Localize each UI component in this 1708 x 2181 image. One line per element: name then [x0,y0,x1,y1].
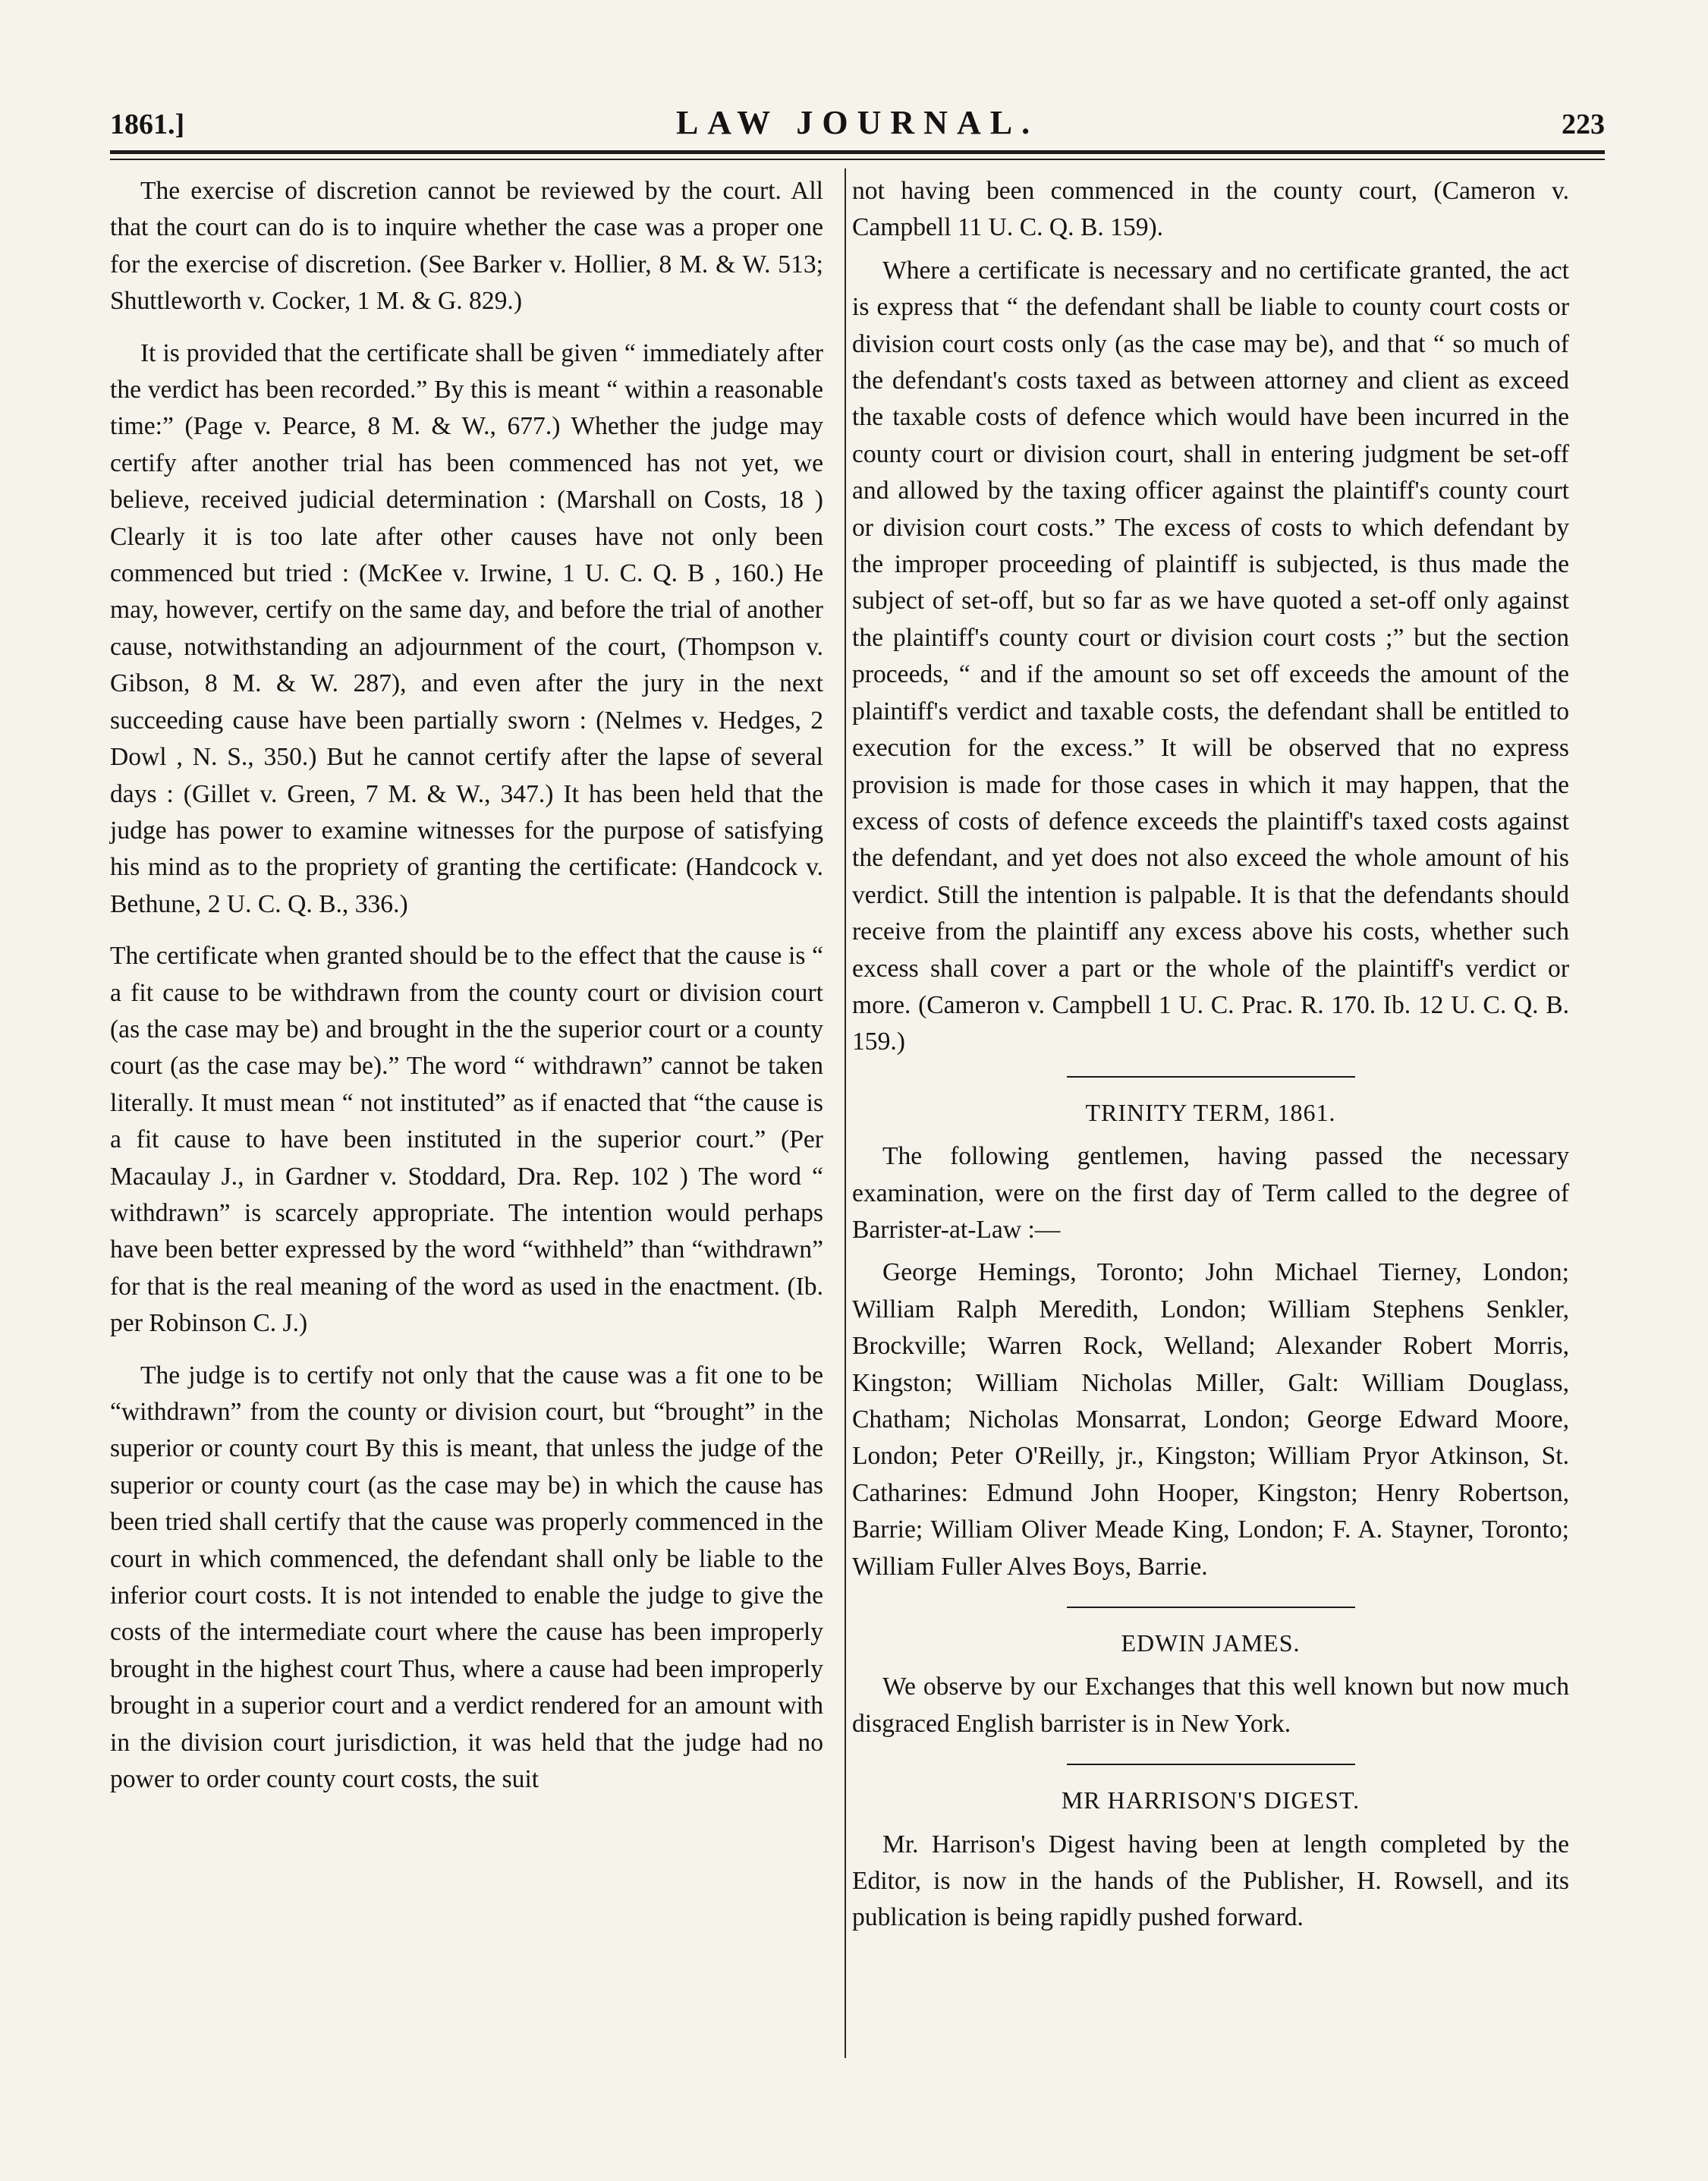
harrison-digest-text: Mr. Harrison's Digest having been at length completed by the Editor, is now in the hands of the Publisher, H. Rowsell, and its publication is being rapidly pushed forward. [852,1830,1569,1932]
page-header [110,103,1605,146]
left-paragraph-1: The exercise of discretion cannot be reviewed by the court. All that the court can do is to inquire whether the case was a proper one for the exercise of discretion. (See Barker v. Hollier, 8 M. & W. 513; Shuttleworth v. Cocker, 1 M. & G. 829.) [110,177,823,316]
left-column [110,173,823,1813]
trinity-term-names: George Hemings, Toronto; John Michael Tierney, London; William Ralph Meredith, London; William Stephens Senkler, Brockville; Warren Rock, Welland; Alexander Robert Morris, Kingston; William Nicholas Miller, Galt: William Douglass, Chatham; Nicholas Monsarrat, London; George Edward Moore, London; Peter O'Reilly, jr., Kingston; William Pryor Atkinson, St. Catharines: Edmund John Hooper, Kingston; Henry Robertson, Barrie; William Oliver Meade King, London; F. A. Stayner, Toronto; William Fuller Alves Boys, Barrie. [852,1258,1569,1581]
header-rule-thick [110,150,1605,154]
header-rule-thin [110,159,1605,160]
page-number: 223 [1562,109,1605,140]
edwin-james-text: We observe by our Exchanges that this well known but now much disgraced English barrister is in New York. [852,1673,1569,1738]
left-paragraph-3: The certificate when granted should be to the effect that the cause is “ a fit cause to be withdrawn from the county court or division court (as the case may be) and brought in the the superior court or a county court (as the case may be).” The word “ withdrawn” cannot be taken literally. It must mean “ not instituted” as if enacted that “the cause is a fit cause to have been instituted in the superior court.” (Per Macaulay J., in Gardner v. Stoddard, Dra. Rep. 102 ) The word “ withdrawn” is scarcely appropriate. The intention would perhaps have been better expressed by the word “withheld” than “withdrawn” for that is the real meaning of the word as used in the enactment. (Ib. per Robinson C. J.) [110,942,823,1338]
left-paragraph-2: It is provided that the certificate shall be given “ immediately after the verdict has been recorded.” By this is meant “ within a reasonable time:” (Page v. Pearce, 8 M. & W., 677.) Whether the judge may certify after another trial has been commenced has not yet, we believe, received judicial determination : (Marshall on Costs, 18 ) Clearly it is too late after other causes have not only been commenced but tried : (McKee v. Irwine, 1 U. C. Q. B , 160.) He may, however, certify on the same day, and before the trial of another cause, notwithstanding an adjournment of the court, (Thompson v. Gibson, 8 M. & W. 287), and even after the jury in the next succeeding cause have been partially sworn : (Nelmes v. Hedges, 2 Dowl , N. S., 350.) But he cannot certify after the lapse of several days : (Gillet v. Green, 7 M. & W., 347.) It has been held that the judge has power to examine witnesses for the purpose of satisfying his mind as to the propriety of granting the certificate: (Handcock v. Bethune, 2 U. C. Q. B., 336.) [110,338,823,918]
trinity-term-intro: The following gentlemen, having passed the necessary examination, were on the first day of Term called to the degree of Barrister-at-Law :— [852,1142,1569,1244]
journal-title: LAW JOURNAL. [675,104,1040,141]
right-paragraph-1: not having been commenced in the county court, (Cameron v. Campbell 11 U. C. Q. B. 159). [852,177,1569,242]
left-paragraph-4: The judge is to certify not only that the cause was a fit one to be “withdrawn” from the county or division court, but “brought” in the superior or county court By this is meant, that unless the judge of the superior or county court (as the case may be) in which the cause has been tried shall certify that the cause was properly commenced in the court in which commenced, the defendant shall only be liable to the inferior court costs. It is not intended to enable the judge to give the costs of the intermediate court where the cause has been improperly brought in the highest court Thus, where a cause had been improperly brought in a superior court and a verdict rendered for an amount with in the division court jurisdiction, it was held that the judge had no power to order county court costs, the suit [110,1361,823,1794]
trinity-term-heading: TRINITY TERM, 1861. [1085,1098,1336,1126]
header-year: 1861.] [110,109,185,140]
section-rule [1067,1607,1355,1608]
right-paragraph-2: Where a certificate is necessary and no certificate granted, the act is express that “ the defendant shall be liable to county court costs or division court costs only (as the case may be), and that “ so much of the defendant's costs taxed as between attorney and client as exceed the taxable costs of defence which would have been incurred in the county court or division court, shall in entering judgment be set-off and allowed by the taxing officer against the plaintiff's county court or division court costs.” The excess of costs to which defendant by the improper proceeding of plaintiff is subjected, is thus made the subject of set-off, but so far as we have quoted a set-off only against the plaintiff's county court or division court costs ;” but the section proceeds, “ and if the amount so set off exceeds the amount of the plaintiff's verdict and taxable costs, the defendant shall be entitled to execution for the excess.” It will be observed that no express provision is made for those cases in which it may happen, that the excess of costs of defence exceeds the plaintiff's taxed costs against the defendant, and yet does not also exceed the whole amount of his verdict. Still the intention is palpable. It is that the defendants should receive from the plaintiff any excess above his costs, whether such excess shall cover a part or the whole of the plaintiff's verdict or more. (Cameron v. Campbell 1 U. C. Prac. R. 170. Ib. 12 U. C. Q. B. 159.) [852,256,1569,1056]
harrison-digest-heading: MR HARRISON'S DIGEST. [1061,1786,1360,1814]
edwin-james-heading: EDWIN JAMES. [1121,1629,1301,1657]
section-rule [1067,1764,1355,1765]
column-divider [845,168,846,2058]
right-column [852,173,1569,1952]
section-rule [1067,1076,1355,1078]
